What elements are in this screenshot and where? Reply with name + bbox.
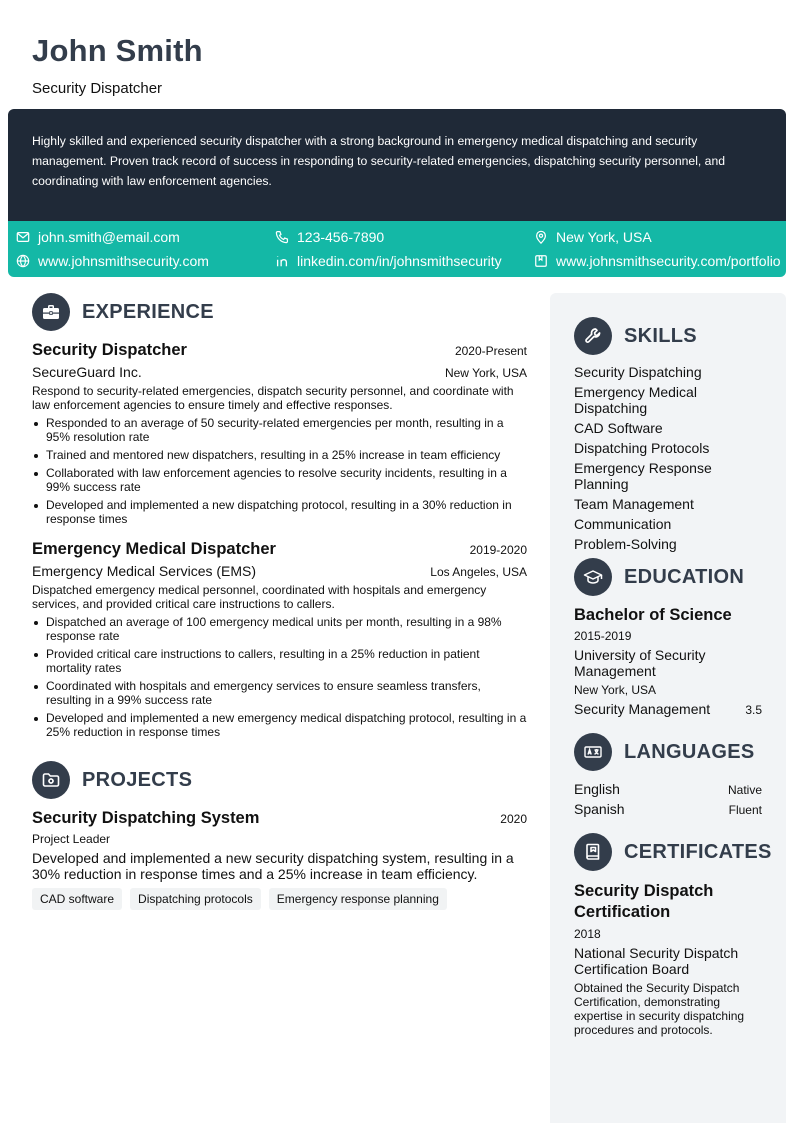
education-gpa: 3.5 (745, 703, 762, 717)
person-name: John Smith (32, 33, 203, 68)
skill-item: Security Dispatching (574, 364, 702, 380)
contact-location-text: New York, USA (556, 229, 652, 245)
summary-band (8, 109, 786, 221)
contact-phone[interactable] (275, 229, 384, 245)
achievement-item: Responded to an average of 50 security-related emergencies per month, resulting in a 95% resolution rate (32, 416, 527, 444)
job-title: Security Dispatcher (32, 341, 187, 359)
project-description: Developed and implemented a new security dispatching system, resulting in a 30% reduction in response times and a 25% increase in team efficiency. (32, 850, 514, 882)
languages-list (574, 781, 762, 817)
certificate-year: 2018 (574, 927, 601, 941)
contact-portfolio[interactable] (534, 253, 781, 269)
skill-item: Emergency Medical Dispatching (574, 384, 697, 416)
certificates-section-header (574, 833, 772, 871)
language-row (574, 781, 762, 797)
certificates-heading: CERTIFICATES (624, 840, 772, 863)
certificate-description: Obtained the Security Dispatch Certification, demonstrating expertise in security dispatching procedures and protocols. (574, 981, 745, 1037)
skill-item: Emergency Response Planning (574, 460, 712, 492)
job-achievements (32, 416, 527, 526)
languages-heading: LANGUAGES (624, 740, 755, 763)
job-date: 2020-Present (454, 344, 527, 358)
translate-icon (574, 733, 612, 771)
projects-section-header (32, 761, 527, 799)
contact-linkedin[interactable] (275, 253, 502, 269)
education-years: 2015-2019 (574, 629, 632, 643)
map-pin-icon (534, 230, 548, 244)
skill-item: CAD Software (574, 420, 663, 436)
contact-website-text: www.johnsmithsecurity.com (38, 253, 209, 269)
experience-item (32, 341, 527, 526)
job-date: 2019-2020 (469, 543, 527, 557)
achievement-item: Dispatched an average of 100 emergency medical units per month, resulting in a 98% response rate (32, 615, 527, 643)
achievement-item: Trained and mentored new dispatchers, resulting in a 25% increase in team efficiency (32, 448, 527, 462)
graduation-cap-icon (574, 558, 612, 596)
contact-email[interactable] (16, 229, 180, 245)
job-achievements (32, 615, 527, 739)
achievement-item: Collaborated with law enforcement agencies to resolve security incidents, resulting in a 99% success rate (32, 466, 527, 494)
project-tag: CAD software (32, 888, 122, 910)
language-level: Fluent (728, 803, 762, 817)
job-company: Emergency Medical Services (EMS) (32, 563, 257, 579)
job-description: Dispatched emergency medical personnel, coordinated with hospitals and emergency services, and provided critical care instructions to callers. (32, 583, 487, 611)
education-degree: Bachelor of Science (574, 606, 732, 624)
languages-section-header (574, 733, 762, 771)
mail-icon (16, 230, 30, 244)
skills-section-header (574, 317, 762, 355)
contact-band (8, 221, 786, 277)
education-field: Security Management (574, 701, 711, 717)
experience-heading: EXPERIENCE (82, 300, 214, 323)
wrench-icon (574, 317, 612, 355)
projects-heading: PROJECTS (82, 768, 193, 791)
education-heading: EDUCATION (624, 565, 745, 588)
skill-item: Problem-Solving (574, 536, 677, 552)
project-title: Security Dispatching System (32, 809, 260, 827)
job-location: Los Angeles, USA (430, 565, 527, 579)
project-tag: Emergency response planning (269, 888, 447, 910)
project-tag: Dispatching protocols (130, 888, 261, 910)
job-location: New York, USA (444, 366, 527, 380)
language-name: Spanish (574, 801, 625, 817)
education-section-header (574, 558, 762, 596)
achievement-item: Developed and implemented a new emergency medical dispatching protocol, resulting in a 25% reduction in response times (32, 711, 527, 739)
contact-location (534, 229, 652, 245)
skills-list (574, 364, 762, 552)
language-row (574, 801, 762, 817)
job-description: Respond to security-related emergencies, dispatch security personnel, and coordinate with law enforcement agencies to ensure timely and effective responses. (32, 384, 514, 412)
achievement-item: Coordinated with hospitals and emergency services to ensure seamless transfers, resulting in a 99% success rate (32, 679, 527, 707)
job-title: Emergency Medical Dispatcher (32, 540, 276, 558)
education-school: University of Security Management (574, 647, 706, 679)
contact-email-text: john.smith@email.com (38, 229, 180, 245)
job-company: SecureGuard Inc. (32, 364, 142, 380)
portfolio-icon (534, 254, 548, 268)
contact-phone-text: 123-456-7890 (297, 229, 385, 245)
language-name: English (574, 781, 620, 797)
achievement-item: Developed and implemented a new dispatching protocol, resulting in a 30% reduction in response times (32, 498, 527, 526)
contact-linkedin-text: linkedin.com/in/johnsmithsecurity (297, 253, 502, 269)
phone-icon (275, 230, 289, 244)
language-level: Native (727, 783, 762, 797)
education-field-row (574, 701, 762, 717)
summary-text: Highly skilled and experienced security dispatcher with a strong background in emergency medical dispatching and security management. Proven track record of success in responding to security-related emergencies, dispatching security personnel, and coordinating with law enforcement agencies. (32, 134, 726, 188)
experience-item (32, 540, 527, 739)
project-role: Project Leader (32, 832, 111, 846)
contact-website[interactable] (16, 253, 209, 269)
project-tags (32, 888, 527, 910)
certificate-title: Security Dispatch Certification (574, 882, 714, 921)
folder-icon (32, 761, 70, 799)
globe-icon (16, 254, 30, 268)
sidebar (550, 293, 786, 1123)
project-item (32, 809, 527, 910)
education-location: New York, USA (574, 683, 657, 697)
linkedin-icon (275, 254, 289, 268)
resume-header (32, 34, 203, 98)
skills-heading: SKILLS (624, 324, 697, 347)
experience-section-header (32, 293, 527, 331)
certificate-book-icon (574, 833, 612, 871)
contact-portfolio-text: www.johnsmithsecurity.com/portfolio (556, 253, 781, 269)
skill-item: Team Management (574, 496, 694, 512)
achievement-item: Provided critical care instructions to callers, resulting in a 25% reduction in patient mortality rates (32, 647, 527, 675)
certificate-issuer: National Security Dispatch Certification Board (574, 945, 739, 977)
person-title: Security Dispatcher (32, 80, 163, 97)
briefcase-icon (32, 293, 70, 331)
skill-item: Communication (574, 516, 672, 532)
project-date: 2020 (500, 812, 527, 826)
main-column (32, 293, 527, 910)
skill-item: Dispatching Protocols (574, 440, 710, 456)
